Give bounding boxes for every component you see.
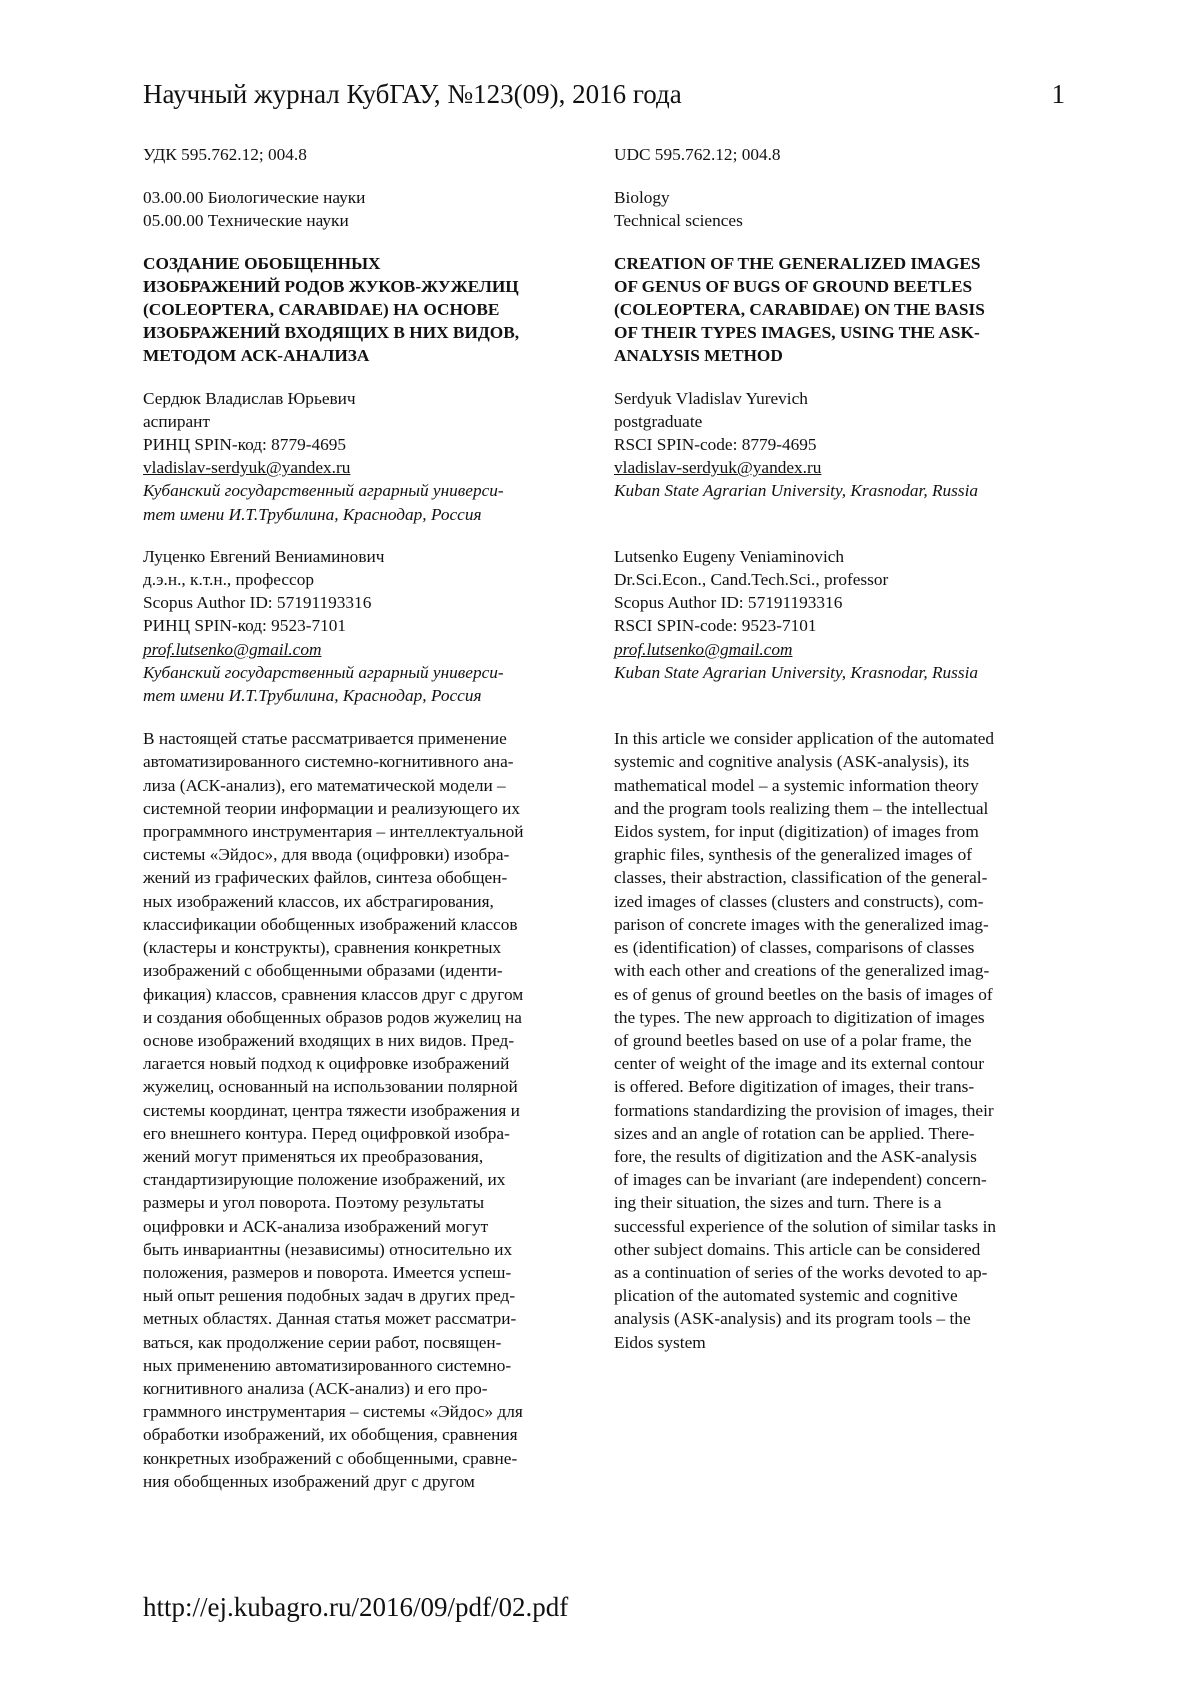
author-scopus-id: Scopus Author ID: 57191193316 <box>614 593 843 613</box>
journal-header <box>143 74 1065 114</box>
abstract-line: successful experience of the solution of similar tasks in <box>614 1216 997 1236</box>
abstract-line: systemic and cognitive analysis (ASK-analysis), its <box>614 752 970 772</box>
abstract-line: оцифровки и АСК-анализа изображений могут <box>143 1216 489 1236</box>
abstract-line: es (identification) of classes, comparisons of classes <box>614 938 975 958</box>
abstract-line: center of weight of the image and its external contour <box>614 1054 984 1074</box>
abstract-line: ния обобщенных изображений друг с другом <box>143 1471 475 1491</box>
abstract-line: ный опыт решения подобных задач в других пред- <box>143 1286 516 1306</box>
author-name: Луценко Евгений Вениаминович <box>143 546 385 566</box>
abstract-line: (кластеры и конструкты), сравнения конкретных <box>143 938 502 958</box>
title-line: (COLEOPTERA, CARABIDAE) НА ОСНОВЕ <box>143 300 500 320</box>
abstract-line: of ground beetles based on use of a polar frame, the <box>614 1030 972 1050</box>
author-email-link[interactable]: vladislav-serdyuk@yandex.ru <box>614 458 822 478</box>
abstract-line: sizes and an angle of rotation can be applied. There- <box>614 1123 975 1143</box>
abstract-line: быть инвариантны (независимы) относительно их <box>143 1239 513 1259</box>
abstract-line: classes, their abstraction, classification of the general- <box>614 868 988 888</box>
spacer-line <box>614 684 1069 707</box>
author-degree: д.э.н., к.т.н., профессор <box>143 570 315 590</box>
title-line: СОЗДАНИЕ ОБОБЩЕННЫХ <box>143 253 381 273</box>
abstract-line: of images can be invariant (are independent) concern- <box>614 1170 987 1190</box>
author-spin: RSCI SPIN-code: 9523-7101 <box>614 616 817 636</box>
abstract-line: В настоящей статье рассматривается применение <box>143 729 507 749</box>
udk-code: УДК 595.762.12; 004.8 <box>143 145 307 164</box>
author-scopus-id: Scopus Author ID: 57191193316 <box>143 593 372 613</box>
author-affiliation: тет имени И.Т.Трубилина, Краснодар, Россия <box>143 686 482 706</box>
category: Technical sciences <box>614 211 743 231</box>
author-spin: RSCI SPIN-code: 8779-4695 <box>614 435 817 455</box>
abstract-line: plication of the automated systemic and cognitive <box>614 1286 958 1306</box>
author-degree: Dr.Sci.Econ., Cand.Tech.Sci., professor <box>614 570 889 590</box>
title-line: (COLEOPTERA, CARABIDAE) ON THE BASIS <box>614 300 985 320</box>
author-position: аспирант <box>143 411 210 431</box>
abstract-line: фикация) классов, сравнения классов друг с другом <box>143 984 524 1004</box>
abstract-line: лагается новый подход к оцифровке изображений <box>143 1054 510 1074</box>
author-email-link[interactable]: prof.lutsenko@gmail.com <box>143 639 322 659</box>
udc-code: UDC 595.762.12; 004.8 <box>614 145 781 164</box>
title-line: ИЗОБРАЖЕНИЙ ВХОДЯЩИХ В НИХ ВИДОВ, <box>143 323 520 343</box>
abstract-line: es of genus of ground beetles on the basis of images of <box>614 984 993 1004</box>
category: 03.00.00 Биологические науки <box>143 188 366 208</box>
abstract-line: когнитивного анализа (АСК-анализ) и его про- <box>143 1378 488 1398</box>
author-name: Сердюк Владислав Юрьевич <box>143 388 356 408</box>
author-block <box>143 387 598 526</box>
title-line: OF THEIR TYPES IMAGES, USING THE ASK- <box>614 323 980 343</box>
abstract-line: In this article we consider application of the automated <box>614 729 995 749</box>
abstract-line: программного инструментария – интеллектуальной <box>143 822 524 842</box>
footer-url[interactable]: http://ej.kubagro.ru/2016/09/pdf/02.pdf <box>143 1592 569 1622</box>
category: Biology <box>614 188 670 208</box>
abstract-line: fore, the results of digitization and the ASK-analysis <box>614 1146 977 1166</box>
title-line: ИЗОБРАЖЕНИЙ РОДОВ ЖУКОВ-ЖУЖЕЛИЦ <box>143 276 519 296</box>
abstract-line: системной теории информации и реализующего их <box>143 798 521 818</box>
author-affiliation: Кубанский государственный аграрный универси- <box>143 662 504 682</box>
author-block <box>614 387 1069 526</box>
category: 05.00.00 Технические науки <box>143 211 349 231</box>
subject-categories <box>614 186 1069 232</box>
abstract-line: the types. The new approach to digitization of images <box>614 1007 985 1027</box>
abstract-line: other subject domains. This article can be considered <box>614 1239 981 1259</box>
abstract-line: analysis (ASK-analysis) and its program tools – the <box>614 1309 971 1329</box>
abstract-line: системы «Эйдос», для ввода (оцифровки) изобра- <box>143 845 510 865</box>
page-number: 1 <box>1051 79 1065 109</box>
abstract-line: ных применению автоматизированного системно- <box>143 1355 512 1375</box>
abstract-line: положения, размеров и поворота. Имеется успеш- <box>143 1262 512 1282</box>
abstract-line: with each other and creations of the generalized imag- <box>614 961 990 981</box>
spacer-line <box>614 503 1069 526</box>
author-name: Serdyuk Vladislav Yurevich <box>614 388 808 408</box>
abstract-line: стандартизирующие положение изображений, их <box>143 1170 506 1190</box>
author-name: Lutsenko Eugeny Veniaminovich <box>614 546 845 566</box>
abstract-line: ized images of classes (clusters and constructs), com- <box>614 891 984 911</box>
abstract-line: конкретных изображений с обобщенными, сравне- <box>143 1448 518 1468</box>
author-spin: РИНЦ SPIN-код: 9523-7101 <box>143 616 347 636</box>
abstract-line: классификации обобщенных изображений классов <box>143 914 518 934</box>
abstract-line: formations standardizing the provision of images, their <box>614 1100 994 1120</box>
author-block <box>614 545 1069 707</box>
abstract-line: жений могут применяться их преобразования, <box>143 1146 484 1166</box>
abstract-line: is offered. Before digitization of images, their trans- <box>614 1077 975 1097</box>
abstract-line: изображений с обобщенными образами (иденти- <box>143 961 503 981</box>
journal-title: Научный журнал КубГАУ, №123(09), 2016 года <box>143 79 682 109</box>
author-block <box>143 545 598 707</box>
abstract-line: Eidos system, for input (digitization) of images from <box>614 822 979 842</box>
title-line: CREATION OF THE GENERALIZED IMAGES <box>614 253 981 273</box>
abstract-line: размеры и угол поворота. Поэтому результаты <box>143 1193 485 1213</box>
article-title <box>143 252 598 368</box>
abstract-line: parison of concrete images with the generalized imag- <box>614 914 989 934</box>
abstract-line: обработки изображений, их обобщения, сравнения <box>143 1425 518 1445</box>
author-position: postgraduate <box>614 411 703 431</box>
author-email-link[interactable]: prof.lutsenko@gmail.com <box>614 639 793 659</box>
abstract-line: системы координат, центра тяжести изображения и <box>143 1100 520 1120</box>
abstract-line: жужелиц, основанный на использовании полярной <box>143 1077 518 1097</box>
abstract-line: graphic files, synthesis of the generalized images of <box>614 845 972 865</box>
author-email-link[interactable]: vladislav-serdyuk@yandex.ru <box>143 458 351 478</box>
abstract-line: жений из графических файлов, синтеза обобщен- <box>143 868 508 888</box>
abstract-line: граммного инструментария – системы «Эйдос» для <box>143 1402 523 1422</box>
abstract-line: основе изображений входящих в них видов. Пред- <box>143 1030 515 1050</box>
abstract-line: and the program tools realizing them – the intellectual <box>614 798 989 818</box>
right-column-english <box>614 143 1069 1354</box>
abstract-line: лиза (АСК-анализ), его математической модели – <box>143 775 506 795</box>
abstract-line: и создания обобщенных образов родов жужелиц на <box>143 1007 522 1027</box>
abstract-line: mathematical model – a systemic information theory <box>614 775 979 795</box>
abstract-line: ing their situation, the sizes and turn. There is a <box>614 1193 942 1213</box>
abstract-russian <box>143 727 598 1493</box>
article-title <box>614 252 1069 368</box>
author-spin: РИНЦ SPIN-код: 8779-4695 <box>143 435 347 455</box>
title-line: ANALYSIS METHOD <box>614 346 783 366</box>
title-line: OF GENUS OF BUGS OF GROUND BEETLES <box>614 276 973 296</box>
abstract-line: автоматизированного системно-когнитивного ана- <box>143 752 514 772</box>
abstract-line: ваться, как продолжение серии работ, посвящен- <box>143 1332 502 1352</box>
abstract-line: ных изображений классов, их абстрагирования, <box>143 891 494 911</box>
subject-categories <box>143 186 598 232</box>
title-line: МЕТОДОМ АСК-АНАЛИЗА <box>143 346 370 366</box>
abstract-line: метных областях. Данная статья может рассматри- <box>143 1309 517 1329</box>
author-affiliation: тет имени И.Т.Трубилина, Краснодар, Россия <box>143 504 482 524</box>
author-affiliation: Kuban State Agrarian University, Krasnodar, Russia <box>614 662 979 682</box>
abstract-english <box>614 727 1069 1353</box>
left-column-russian <box>143 143 598 1493</box>
abstract-line: as a continuation of series of the works devoted to ap- <box>614 1262 988 1282</box>
abstract-line: Eidos system <box>614 1332 706 1352</box>
abstract-line: его внешнего контура. Перед оцифровкой изобра- <box>143 1123 510 1143</box>
author-affiliation: Кубанский государственный аграрный универси- <box>143 481 504 501</box>
author-affiliation: Kuban State Agrarian University, Krasnodar, Russia <box>614 481 979 501</box>
